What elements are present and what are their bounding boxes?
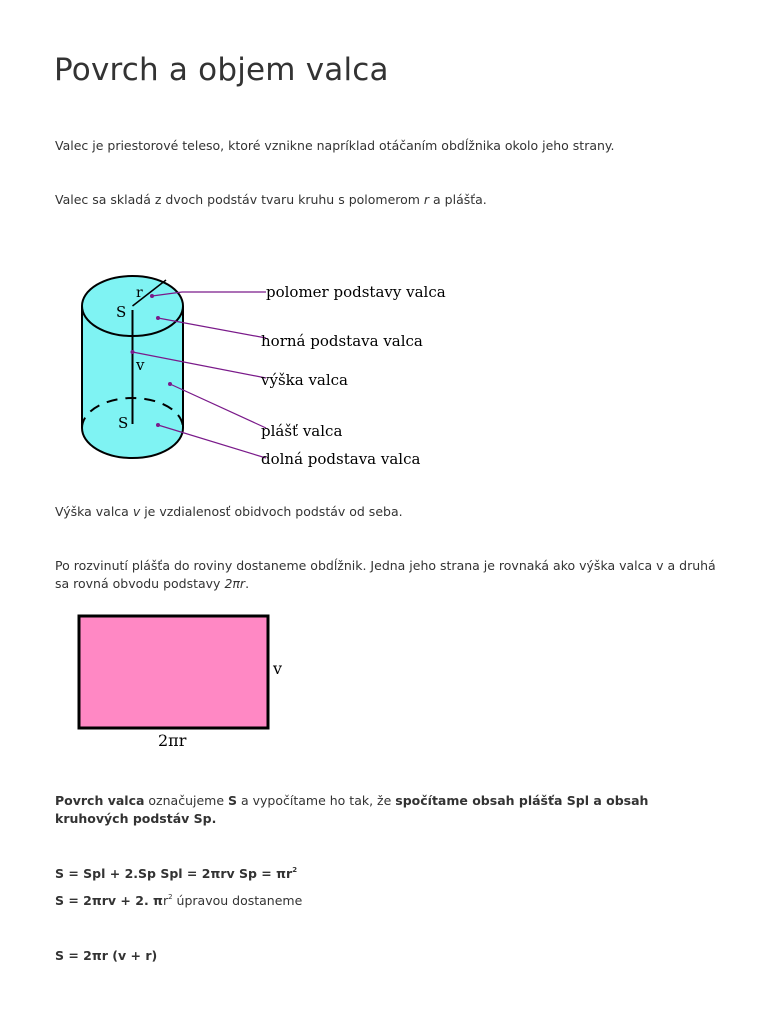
formula-2-after: úpravou dostaneme [172, 893, 303, 908]
variable-r: r [423, 192, 430, 207]
surface-method: spočítame obsah plášťa Spl a obsah kruhových podstáv Sp. [55, 793, 649, 826]
rectangle-side-label: v [273, 659, 283, 678]
callout-bottom-base: dolná podstava valca [261, 450, 421, 468]
paragraph-unrolling-end: . [245, 576, 250, 591]
paragraph-height-start: Výška valca [55, 504, 133, 519]
callout-lateral-surface: plášť valca [261, 422, 343, 440]
formula-3-text: S = 2πr (v + r) [55, 948, 158, 963]
paragraph-surface-definition [55, 792, 720, 828]
rectangle-diagram [74, 610, 294, 752]
paragraph-unrolling-text: Po rozvinutí plášťa do roviny dostaneme obdĺžnik. Jedna jeho strana je rovnaká ako výška valca v a druhá sa rovná obvodu podstavy [55, 558, 716, 591]
formula-circumference: 2πr [224, 576, 246, 591]
formula-2-exponent: 2 [168, 893, 173, 901]
paragraph-composition-end: a plášťa. [429, 192, 487, 207]
label-v: v [136, 356, 145, 374]
label-s-top: S [116, 303, 127, 321]
callout-top-base: horná podstava valca [261, 332, 423, 350]
callout-radius: polomer podstavy valca [266, 283, 446, 301]
surface-text-2: a vypočítame ho tak, že [237, 793, 396, 808]
paragraph-height-end: je vzdialenosť obidvoch podstáv od seba. [140, 504, 403, 519]
formula-line-2 [55, 892, 720, 910]
formula-line-3 [55, 947, 720, 965]
formula-line-1 [55, 865, 720, 883]
page-title: Povrch a objem valca [54, 52, 389, 88]
cylinder-diagram [70, 270, 450, 475]
surface-text-1: označujeme [144, 793, 229, 808]
paragraph-composition-start: Valec sa skladá z dvoch podstáv tvaru kruhu s polomerom [55, 192, 424, 207]
surface-symbol: S [228, 793, 238, 808]
label-r: r [136, 285, 143, 301]
callout-height: výška valca [261, 371, 349, 389]
paragraph-height [55, 503, 720, 521]
unrolled-rectangle [79, 616, 268, 728]
label-s-bottom: S [118, 414, 129, 432]
paragraph-unrolling [55, 557, 720, 593]
formula-1-text: S = Spl + 2.Sp Spl = 2πrv Sp = πr [55, 866, 293, 881]
rectangle-bottom-label: 2πr [158, 731, 187, 750]
formula-2-r: r [162, 893, 169, 908]
formula-2-bold: S = 2πrv + 2. π [55, 893, 163, 908]
paragraph-composition [55, 191, 720, 209]
variable-v: v [132, 504, 141, 519]
surface-term: Povrch valca [55, 793, 145, 808]
formula-1-exponent: 2 [292, 866, 298, 874]
paragraph-definition: Valec je priestorové teleso, ktoré vznikne napríklad otáčaním obdĺžnika okolo jeho strany. [55, 138, 615, 153]
